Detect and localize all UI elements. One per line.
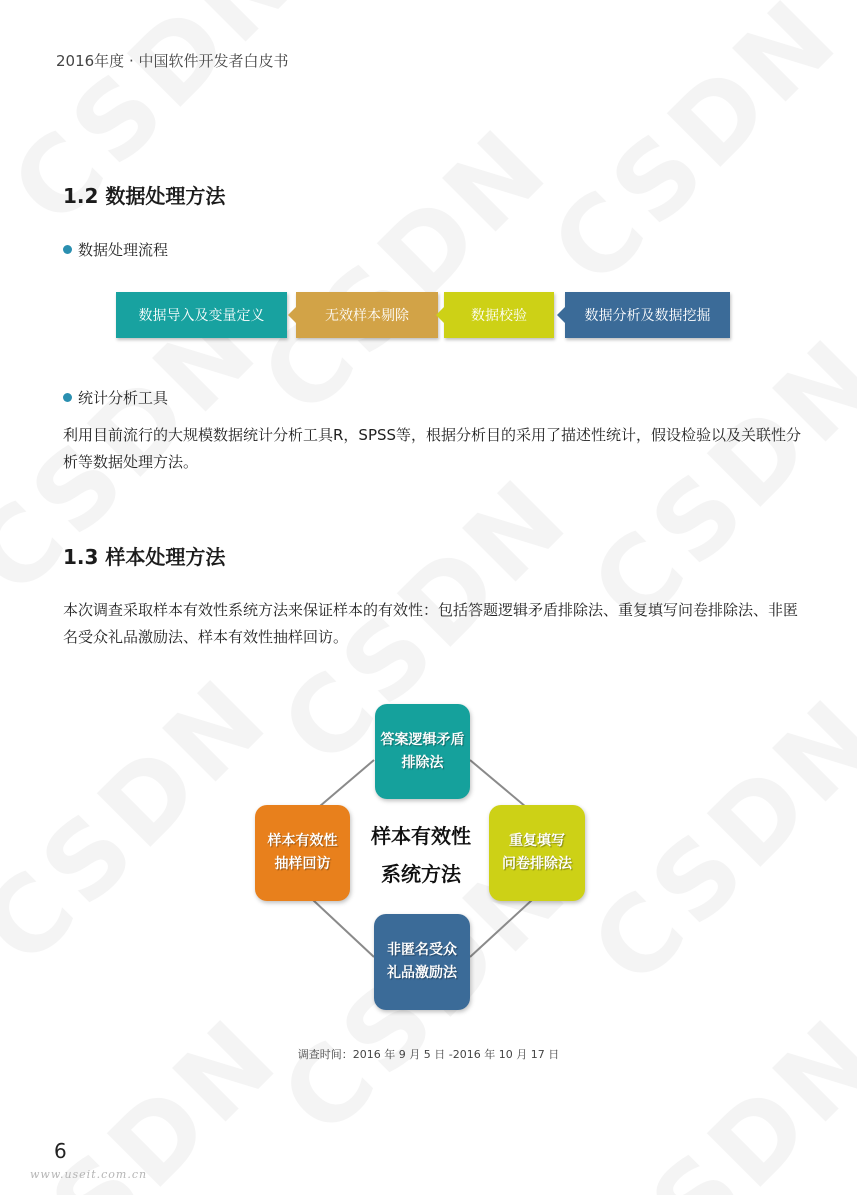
section-heading-1-3: 1.3 样本处理方法 [63,545,226,569]
node-line-1: 答案逻辑矛盾 [380,731,465,748]
bullet-label: 数据处理流程 [78,241,169,259]
site-url: www.useit.com.cn [30,1168,148,1181]
watermark [568,674,857,1008]
sample-paragraph: 本次调查采取样本有效性系统方法来保证样本的有效性：包括答题逻辑矛盾排除法、重复填写问卷排除法、非匿名受众礼品激励法、样本有效性抽样回访。 [63,601,799,646]
watermark [238,104,572,438]
flow-step-label: 数据分析及数据挖掘 [584,308,711,324]
flow-step-4 [565,292,730,338]
method-node-gift-incentive [374,914,470,1010]
flow-step-1 [116,292,287,338]
watermark [0,994,302,1195]
flow-step-label: 数据导入及变量定义 [138,308,265,324]
flow-arrow-icon [288,307,296,323]
flow-step-3 [444,292,554,338]
sample-method-diagram [253,700,589,1014]
watermark [0,654,292,988]
bullet-analysis-tools [63,387,168,408]
page-number: 6 [54,1139,67,1163]
flow-arrow-icon [557,307,565,323]
method-node-sampling-revisit [255,805,350,901]
flow-arrow-icon [436,307,444,323]
watermark [528,0,857,308]
center-line-1: 样本有效性 [371,824,471,848]
node-line-2: 抽样回访 [274,856,331,872]
bullet-dot-icon [63,245,72,254]
diagram-center-title [353,817,489,893]
page-header-title: 2016年度 · 中国软件开发者白皮书 [56,52,289,70]
method-node-duplicate-check [489,805,585,901]
survey-period-caption: 调查时间：2016 年 9 月 5 日 -2016 年 10 月 17 日 [297,1048,560,1061]
bullet-label: 统计分析工具 [78,389,169,407]
connector-line [470,900,532,957]
node-line-2: 问卷排除法 [502,856,572,872]
flow-step-label: 无效样本剔除 [325,308,409,324]
node-line-1: 非匿名受众 [387,942,457,958]
flow-step-2 [296,292,438,338]
watermark [0,0,322,248]
center-line-2: 系统方法 [381,862,461,886]
bullet-dot-icon [63,393,72,402]
method-node-logic-check [375,704,470,799]
connector-line [313,900,374,957]
node-line-1: 样本有效性 [267,833,338,849]
node-line-2: 排除法 [401,754,444,771]
tools-paragraph: 利用目前流行的大规模数据统计分析工具R，SPSS等，根据分析目的采用了描述性统计，假设检验以及关联性分析等数据处理方法。 [63,426,802,471]
node-line-2: 礼品激励法 [387,965,457,981]
flow-step-label: 数据校验 [471,308,527,324]
section-heading-1-2: 1.2 数据处理方法 [63,184,226,208]
watermark [568,994,857,1195]
bullet-processing-flow [63,239,168,260]
node-line-1: 重复填写 [509,833,565,849]
